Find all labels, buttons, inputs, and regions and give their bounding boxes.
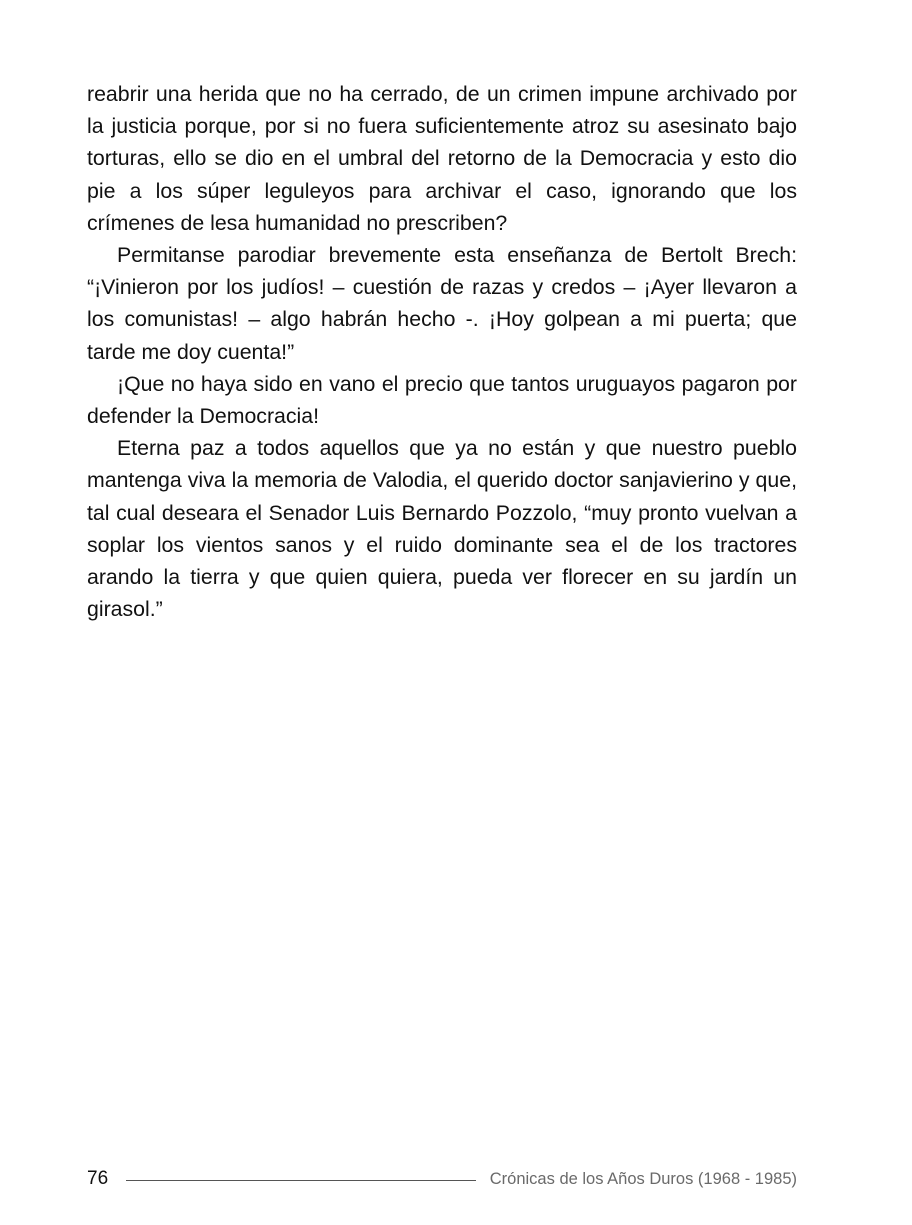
paragraph-democracy: ¡Que no haya sido en vano el precio que tantos uruguayos pagaron por defender la Democracia! bbox=[87, 371, 797, 429]
paragraph-eternal-peace: Eterna paz a todos aquellos que ya no están y que nuestro pueblo mantenga viva la memoria de Valodia, el querido doctor sanjavierino y que, tal cual deseara el Senador Luis Bernardo Pozzolo, “muy pronto vuelvan a soplar los vientos sanos y el ruido dominante sea el de los tractores arando la tierra y que quien quiera, pueda ver florecer en su jardín un girasol.” bbox=[87, 436, 797, 622]
page-footer bbox=[87, 1166, 797, 1192]
paragraph-continuation: reabrir una herida que no ha cerrado, de un crimen impune archivado por la justicia porque, por si no fuera suficientemente atroz su asesinato bajo torturas, ello se dio en el umbral del retorno de la Democracia y esto dio pie a los súper leguleyos para archivar el caso, ignorando que los crímenes de lesa humanidad no prescriben? bbox=[87, 82, 797, 235]
footer-divider bbox=[126, 1180, 476, 1181]
page-number: 76 bbox=[87, 1168, 109, 1189]
paragraph-brecht-parody: Permitanse parodiar brevemente esta enseñanza de Bertolt Brech: “¡Vinieron por los judíos! – cuestión de razas y credos – ¡Ayer llevaron a los comunistas! – algo habrán hecho -. ¡Hoy golpean a mi puerta; que tarde me doy cuenta!” bbox=[87, 243, 797, 364]
page-body bbox=[87, 78, 797, 625]
running-title: Crónicas de los Años Duros (1968 - 1985) bbox=[489, 1169, 797, 1188]
